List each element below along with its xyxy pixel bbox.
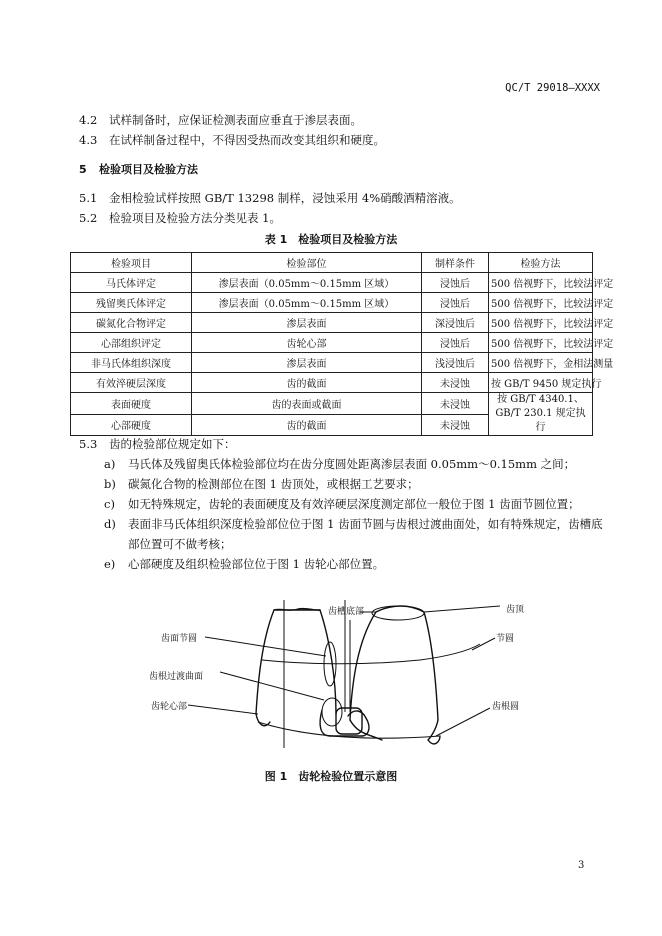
- cell: 未浸蚀: [422, 393, 489, 415]
- cell: 马氏体评定: [71, 273, 192, 293]
- cell: 齿的截面: [192, 414, 422, 436]
- clause-text: 在试样制备过程中，不得因受热而改变其组织和硬度。: [109, 133, 385, 147]
- clause-5-3: [79, 436, 236, 452]
- header-item: 检验项目: [71, 253, 192, 273]
- list-item-label: e): [104, 557, 116, 571]
- table-row: [71, 293, 593, 313]
- list-item-text: 心部硬度及组织检验部位位于图 1 齿轮心部位置。: [128, 557, 385, 571]
- figure-caption: 图 1 齿轮检验位置示意图: [264, 770, 398, 783]
- label-pitch-circle: 节圆: [496, 634, 515, 644]
- list-item-text: 马氏体及残留奥氏体检验部位均在齿分度圆处距离渗层表面 0.05mm～0.15mm 之间；: [128, 457, 576, 471]
- left-tooth-root: [256, 710, 330, 736]
- cell: 渗层表面: [192, 313, 422, 333]
- section-number: 5: [79, 163, 87, 176]
- left-tooth-top: [274, 608, 320, 610]
- table-row: [71, 273, 593, 293]
- list-item-d-continuation: [128, 536, 232, 552]
- root-fillet-ellipse: [322, 698, 342, 726]
- list-item-text: 部位置可不做考核；: [128, 537, 232, 551]
- cell: 500 倍视野下，金相法测量: [489, 353, 593, 373]
- cell: 500 倍视野下，比较法评定: [489, 333, 593, 353]
- list-item-label: d): [104, 517, 116, 531]
- list-item-text: 碳氮化合物的检测部位在图 1 齿顶处，或根据工艺要求；: [128, 477, 419, 491]
- header-condition: 制样条件: [422, 253, 489, 273]
- cell: 渗层表面（0.05mm～0.15mm 区域）: [192, 293, 422, 313]
- clause-number: 5.1: [79, 191, 98, 205]
- clause-4-2: [79, 112, 362, 128]
- label-tooth-bottom: 齿槽底部: [328, 607, 365, 617]
- list-item-label: c): [104, 497, 115, 511]
- clause-text: 齿的检验部位规定如下：: [109, 437, 236, 451]
- clause-5-2: [79, 210, 281, 226]
- leader-root-fillet: [220, 672, 324, 700]
- list-item-text: 表面非马氏体组织深度检验部位位于图 1 齿面节圆与齿根过渡曲面处，如有特殊规定，齿槽底: [128, 517, 603, 531]
- page-number: 3: [578, 860, 585, 871]
- cell: 500 倍视野下，比较法评定: [489, 273, 593, 293]
- cell: 齿的截面: [192, 373, 422, 393]
- cell: 渗层表面（0.05mm～0.15mm 区域）: [192, 273, 422, 293]
- cell: 浸蚀后: [422, 273, 489, 293]
- section-5-heading: [79, 162, 198, 178]
- table-header-row: [71, 253, 593, 273]
- list-item-a: [104, 456, 575, 472]
- right-tooth-root: [350, 720, 440, 744]
- leader-pitch: [472, 638, 495, 650]
- cell: 500 倍视野下，比较法评定: [489, 293, 593, 313]
- list-item-e: [104, 556, 384, 572]
- inspection-table: [70, 252, 614, 436]
- table-row: [71, 333, 593, 353]
- clause-5-1: [79, 190, 461, 206]
- leader-core: [188, 705, 258, 714]
- clause-text: 试样制备时，应保证检测表面应垂直于渗层表面。: [109, 113, 362, 127]
- section-title: 检验项目及检验方法: [99, 163, 198, 176]
- header-location: 检验部位: [192, 253, 422, 273]
- cell: 齿轮心部: [192, 333, 422, 353]
- list-item-d: [104, 516, 603, 532]
- cell: 500 倍视野下，比较法评定: [489, 313, 593, 333]
- table-caption: 表 1 检验项目及检验方法: [264, 233, 398, 246]
- label-flank-pitch: 齿面节圆: [161, 634, 198, 644]
- table-row: [71, 393, 593, 415]
- cell: 未浸蚀: [422, 373, 489, 393]
- list-item-label: b): [104, 477, 116, 491]
- cell: 有效淬硬层深度: [71, 373, 192, 393]
- cell: 未浸蚀: [422, 414, 489, 436]
- tooth-top-ellipse: [372, 606, 424, 620]
- label-root-fillet: 齿根过渡曲面: [149, 672, 204, 682]
- label-core: 齿轮心部: [151, 702, 188, 712]
- table-row: [71, 373, 593, 393]
- list-item-c: [104, 496, 580, 512]
- cell: 碳氮化合物评定: [71, 313, 192, 333]
- clause-number: 4.3: [79, 133, 98, 147]
- cell: 非马氏体组织深度: [71, 353, 192, 373]
- clause-number: 4.2: [79, 113, 98, 127]
- cell: 深浸蚀后: [422, 313, 489, 333]
- clause-text: 检验项目及检验方法分类见表 1。: [109, 211, 281, 225]
- label-tooth-top: 齿顶: [506, 605, 525, 615]
- table-row: [71, 353, 593, 373]
- cell: 残留奥氏体评定: [71, 293, 192, 313]
- clause-number: 5.3: [79, 437, 98, 451]
- list-item-b: [104, 476, 419, 492]
- header-method: 检验方法: [489, 253, 593, 273]
- clause-text: 金相检验试样按照 GB/T 13298 制样，浸蚀采用 4%硝酸酒精溶液。: [109, 191, 461, 205]
- list-item-text: 如无特殊规定，齿轮的表面硬度及有效淬硬层深度测定部位一般位于图 1 齿面节圆位置；: [128, 497, 580, 511]
- clause-4-3: [79, 132, 385, 148]
- cell: 渗层表面: [192, 353, 422, 373]
- leader-root-circle: [436, 708, 490, 736]
- clause-number: 5.2: [79, 211, 98, 225]
- cell: 心部组织评定: [71, 333, 192, 353]
- cell: 浅浸蚀后: [422, 353, 489, 373]
- label-root-circle: 齿根圆: [492, 702, 520, 712]
- document-code: QC/T 29018—XXXX: [505, 82, 600, 94]
- cell: 浸蚀后: [422, 333, 489, 353]
- cell: 心部硬度: [71, 414, 192, 436]
- table-row: [71, 313, 593, 333]
- cell: 齿的表面或截面: [192, 393, 422, 415]
- pitch-circle: [262, 644, 480, 664]
- leader-tooth-top: [424, 606, 500, 612]
- cell-merged-method: 按 GB/T 4340.1、GB/T 230.1 规定执行: [489, 393, 593, 436]
- cell: 浸蚀后: [422, 293, 489, 313]
- list-item-label: a): [104, 457, 116, 471]
- cell: 表面硬度: [71, 393, 192, 415]
- cell: 按 GB/T 9450 规定执行: [489, 373, 593, 393]
- right-tooth-outline: [350, 606, 438, 720]
